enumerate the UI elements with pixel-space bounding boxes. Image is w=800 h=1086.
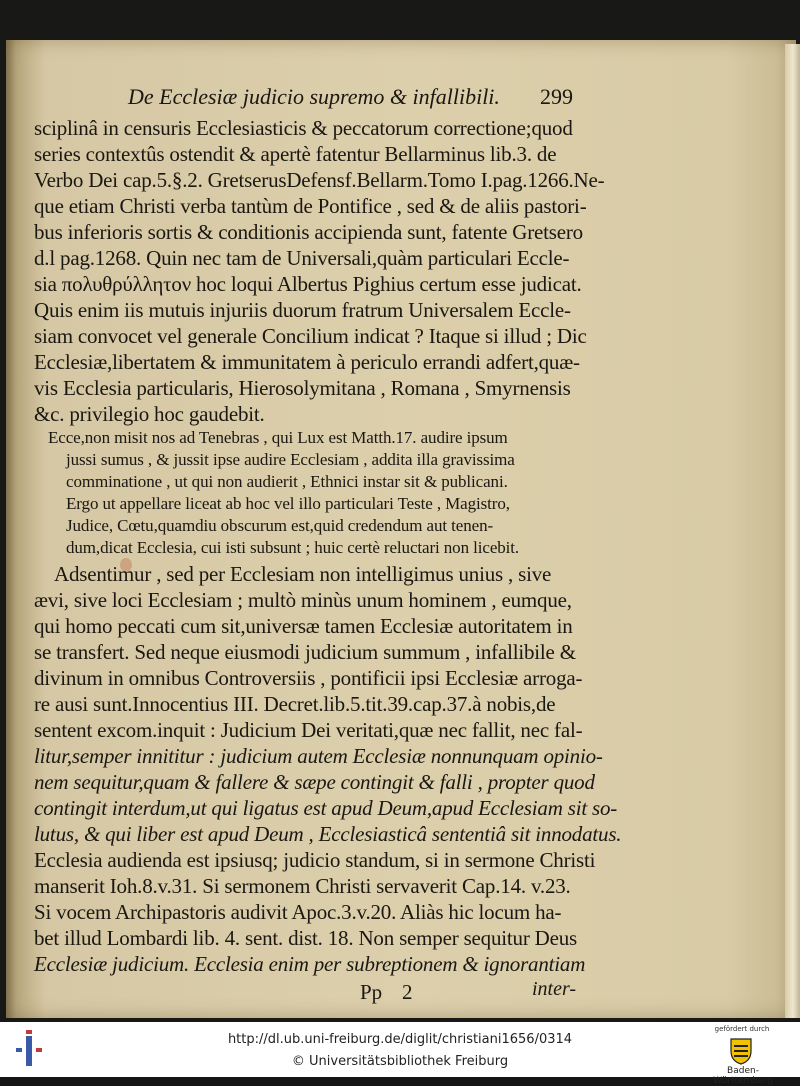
text-line: vis Ecclesia particularis, Hierosolymitana , Romana , Smyrnensis	[34, 376, 571, 400]
quote-line: Ergo ut appellare liceat ab hoc vel illo particulari Teste , Magistro,	[66, 494, 510, 513]
running-head: De Ecclesiæ judicio supremo & infallibili.	[128, 84, 500, 109]
text-line: manserit Ioh.8.v.31. Si sermonem Christi servaverit Cap.14. v.23.	[34, 874, 571, 898]
text-line: divinum in omnibus Controversiis , pontificii ipsi Ecclesiæ arroga-	[34, 666, 583, 690]
text-line: sentent excom.inquit : Judicium Dei veritati,quæ nec fallit, nec fal-	[34, 718, 583, 742]
text-line: ævi, sive loci Ecclesiam ; multò minùs unum hominem , eumque,	[34, 588, 572, 612]
quote-line: jussi sumus , & jussit ipse audire Ecclesiam , addita illa gravissima	[66, 450, 515, 469]
text-line: re ausi sunt.Innocentius III. Decret.lib.5.tit.39.cap.37.à nobis,de	[34, 692, 556, 716]
page-number: 299	[540, 84, 573, 109]
text-line: se transfert. Sed neque eiusmodi judicium summum , infallibile &	[34, 640, 576, 664]
text-line: Ecclesia audienda est ipsiusq; judicio standum, si in sermone Christi	[34, 848, 596, 872]
quote-line: dum,dicat Ecclesia, cui isti subsunt ; huic certè reluctari non licebit.	[66, 538, 520, 557]
coat-of-arms-icon	[726, 1035, 756, 1065]
quote-line: Ecce,non misit nos ad Tenebras , qui Lux est Matth.17. audire ipsum	[48, 428, 508, 447]
text-line: d.l pag.1268. Quin nec tam de Universali,quàm particulari Eccle-	[34, 246, 570, 270]
text-line: Quis enim iis mutuis injuriis duorum fratrum Universalem Eccle-	[34, 298, 571, 322]
text-line: &c. privilegio hoc gaudebit.	[34, 402, 265, 426]
text-line: que etiam Christi verba tantùm de Pontifice , sed & de aliis pastori-	[34, 194, 587, 218]
text-line: litur,semper innititur : judicium autem Ecclesiæ nonnunquam opinio-	[34, 744, 603, 768]
sponsor-label: gefördert durch	[714, 1025, 770, 1033]
text-line: Ecclesiæ judicium. Ecclesia enim per subreptionem & ignorantiam	[34, 952, 586, 976]
text-line: Adsentimur , sed per Ecclesiam non intelligimus unius , sive	[54, 562, 552, 586]
permalink-url[interactable]: http://dl.ub.uni-freiburg.de/diglit/christiani1656/0314	[227, 1032, 573, 1047]
text-line: Ecclesiæ,libertatem & immunitatem à periculo errandi adfert,quæ-	[34, 350, 580, 374]
text-line: sciplinâ in censuris Ecclesiasticis & peccatorum correctione;quod	[34, 116, 573, 140]
text-line: Verbo Dei cap.5.§.2. GretserusDefensf.Bellarm.Tomo I.pag.1266.Ne-	[34, 168, 605, 192]
text-line: qui homo peccati cum sit,universæ tamen Ecclesiæ autoritatem in	[34, 614, 573, 638]
page-edge	[785, 44, 800, 1018]
text-line: series contextûs ostendit & apertè fatentur Bellarminus lib.3. de	[34, 142, 557, 166]
text-line: sia πολυθρύλλητον hoc loqui Albertus Pighius certum esse judicat.	[34, 272, 582, 296]
text-line: Si vocem Archipastoris audivit Apoc.3.v.20. Aliàs hic locum ha-	[34, 900, 562, 924]
text-line: bus inferioris sortis & conditionis accipienda sunt, fatente Gretsero	[34, 220, 583, 244]
quote-line: Judice, Cœtu,quamdiu obscurum est,quid credendum aut tenen-	[66, 516, 494, 535]
catchword: inter-	[532, 978, 577, 1000]
text-line: nem sequitur,quam & fallere & sæpe contingit & falli , propter quod	[34, 770, 595, 794]
text-line: lutus, & qui liber est apud Deum , Ecclesiasticâ sententiâ sit innodatus.	[34, 822, 622, 846]
text-line: siam convocet vel generale Concilium indicat ? Itaque si illud ; Dic	[34, 324, 587, 348]
text-line: contingit interdum,ut qui ligatus est apud Deum,apud Ecclesiam sit so-	[34, 796, 618, 820]
signature-mark: Pp	[360, 980, 383, 1004]
text-line: bet illud Lombardi lib. 4. sent. dist. 18. Non semper sequitur Deus	[34, 926, 578, 950]
quote-line: comminatione , ut qui non audierit , Ethnici instar sit & publicani.	[66, 472, 508, 491]
sponsor-name: Baden-Württemberg	[713, 1066, 773, 1086]
copyright-notice: © Universitätsbibliothek Freiburg	[291, 1054, 509, 1069]
signature-number: 2	[402, 980, 413, 1004]
